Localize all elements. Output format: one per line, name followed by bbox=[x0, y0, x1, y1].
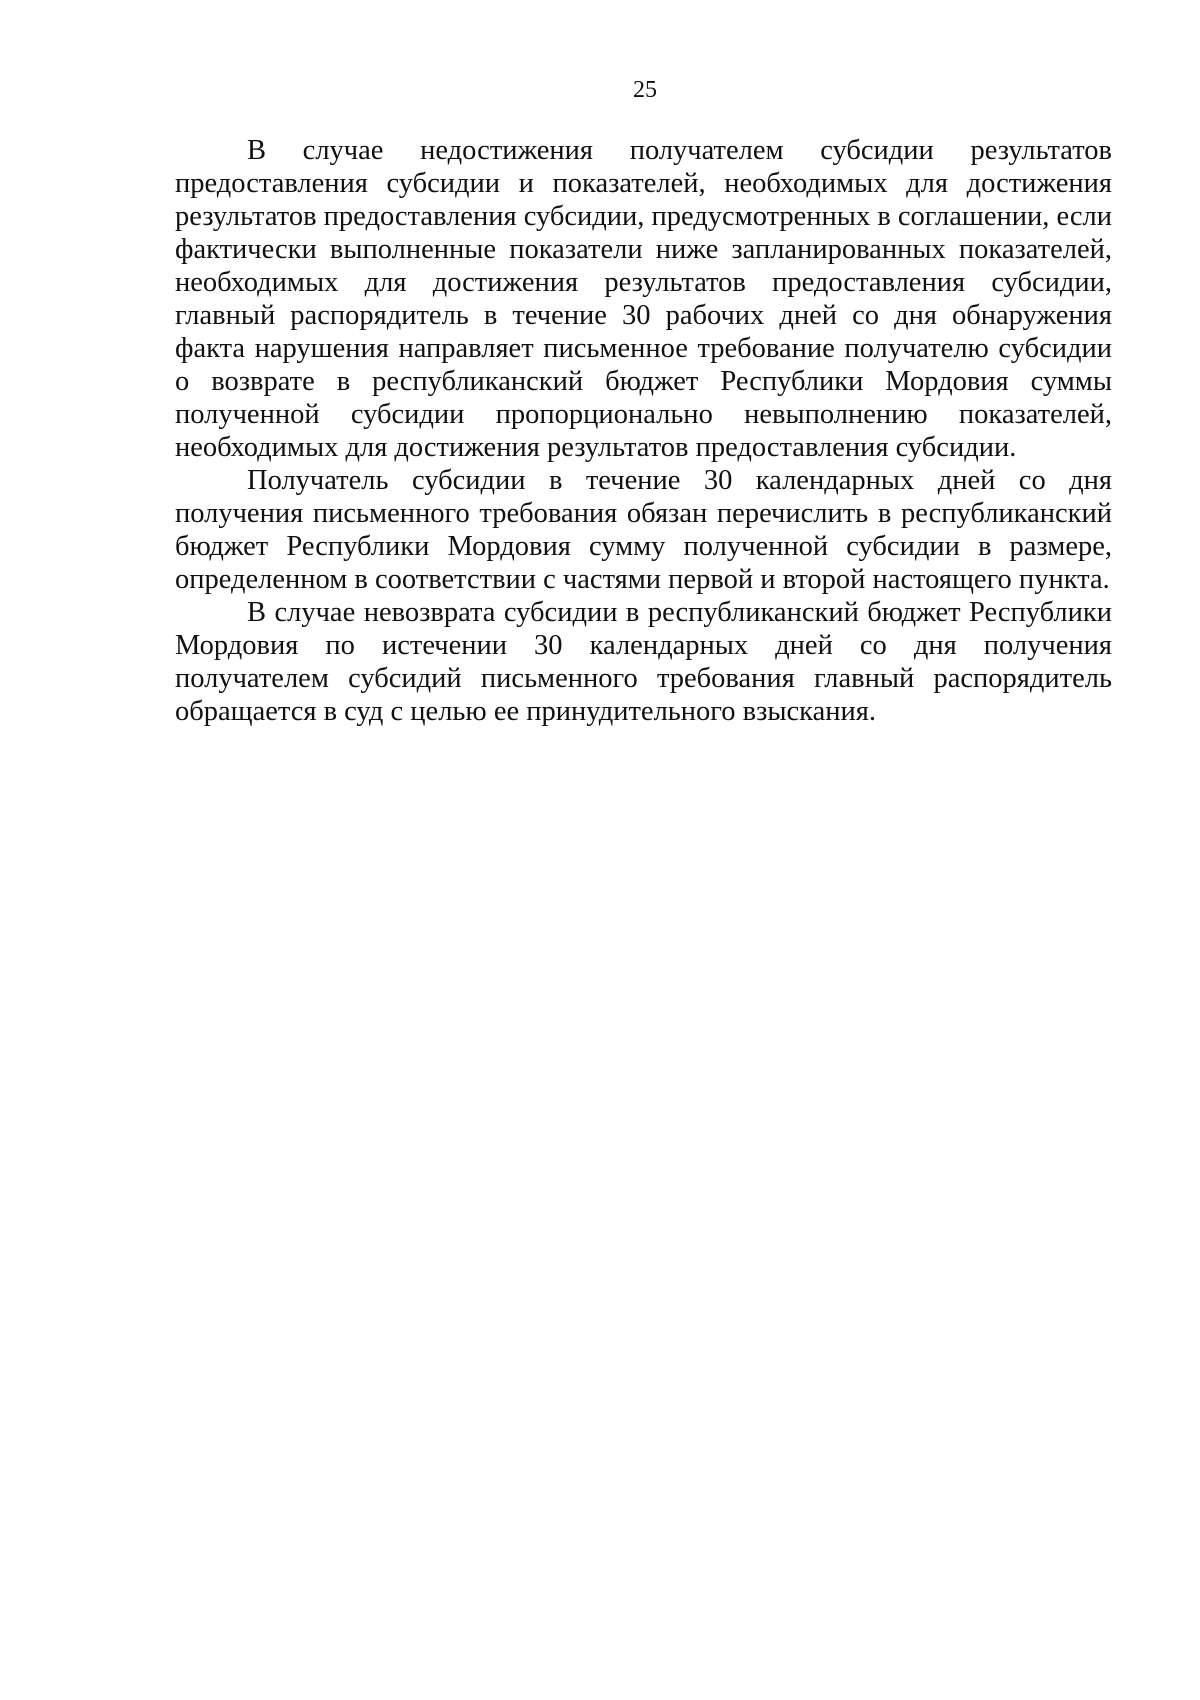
page-number: 25 bbox=[633, 77, 657, 103]
paragraph-court-recovery: В случае невозврата субсидии в республиканский бюджет Республики Мордовия по истечении 30 календарных дней со дня получения получателем субсидий письменного требования главный распорядитель обращается в суд с целью ее принудительного взыскания. bbox=[175, 597, 1112, 727]
paragraph-repayment-obligation: Получатель субсидии в течение 30 календарных дней со дня получения письменного требования обязан перечислить в республиканский бюджет Республики Мордовия сумму полученной субсидии в размере, определенном в соответствии с частями первой и второй настоящего пункта. bbox=[175, 465, 1112, 595]
document-body bbox=[175, 134, 1112, 728]
paragraph-non-achievement: В случае недостижения получателем субсидии результатов предоставления субсидии и показателей, необходимых для достижения результатов предоставления субсидии, предусмотренных в соглашении, если фактически выполненные показатели ниже запланированных показателей, необходимых для достижения результатов предоставления субсидии, главный распорядитель в течение 30 рабочих дней со дня обнаружения факта нарушения направляет письменное требование получателю субсидии о возврате в республиканский бюджет Республики Мордовия суммы полученной субсидии пропорционально невыполнению показателей, необходимых для достижения результатов предоставления субсидии. bbox=[175, 135, 1112, 463]
